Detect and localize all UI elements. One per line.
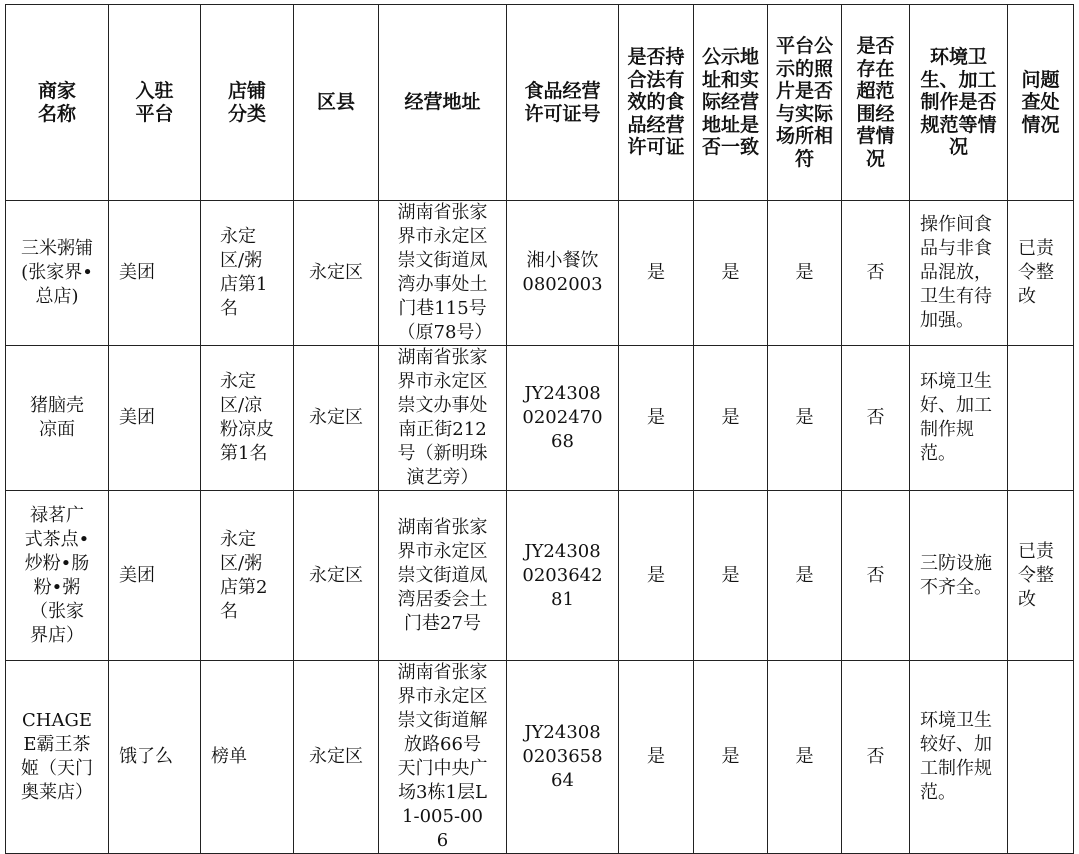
- header-handling: 问题查处情况: [1008, 5, 1074, 201]
- table-row: [6, 201, 1074, 346]
- address: 湖南省张家界市永定区崇文街道凤湾居委会土门巷27号: [379, 491, 507, 661]
- header-over-scope: 是否存在超范围经营情况: [842, 5, 910, 201]
- district: 永定区: [294, 201, 379, 346]
- license-no: JY24308020247068: [507, 346, 619, 491]
- header-hygiene: 环境卫生、加工制作是否规范等情况: [910, 5, 1008, 201]
- header-address: 经营地址: [379, 5, 507, 201]
- address-match: 是: [694, 201, 768, 346]
- category: 永定区/粥店第2名: [201, 491, 294, 661]
- over-scope: 否: [842, 661, 910, 854]
- over-scope: 否: [842, 491, 910, 661]
- merchant-name: 禄茗广式茶点•炒粉•肠粉•粥（张家界店）: [6, 491, 109, 661]
- hygiene: 三防设施不齐全。: [910, 491, 1008, 661]
- district: 永定区: [294, 346, 379, 491]
- district: 永定区: [294, 491, 379, 661]
- header-row: [6, 5, 1074, 201]
- merchant-name: CHAGEE霸王茶姬（天门奥莱店）: [6, 661, 109, 854]
- district: 永定区: [294, 661, 379, 854]
- photo-match: 是: [768, 491, 842, 661]
- platform: 美团: [109, 346, 201, 491]
- category: 永定区/凉粉凉皮第1名: [201, 346, 294, 491]
- platform: 美团: [109, 201, 201, 346]
- header-district: 区县: [294, 5, 379, 201]
- table-row: [6, 661, 1074, 854]
- address: 湖南省张家界市永定区崇文街道解放路66号天门中央广场3栋1层L1-005-006: [379, 661, 507, 854]
- address-match: 是: [694, 346, 768, 491]
- handling: [1008, 661, 1074, 854]
- photo-match: 是: [768, 661, 842, 854]
- platform: 美团: [109, 491, 201, 661]
- valid-license: 是: [619, 491, 694, 661]
- header-valid-license: 是否持合法有效的食品经营许可证: [619, 5, 694, 201]
- handling: 已责令整改: [1008, 491, 1074, 661]
- over-scope: 否: [842, 346, 910, 491]
- merchant-name: 猪脑壳凉面: [6, 346, 109, 491]
- address: 湖南省张家界市永定区崇文办事处南正街212号（新明珠演艺旁）: [379, 346, 507, 491]
- over-scope: 否: [842, 201, 910, 346]
- address: 湖南省张家界市永定区崇文街道凤湾办事处土门巷115号（原78号）: [379, 201, 507, 346]
- category: 榜单: [201, 661, 294, 854]
- handling: [1008, 346, 1074, 491]
- valid-license: 是: [619, 201, 694, 346]
- header-address-match: 公示地址和实际经营地址是否一致: [694, 5, 768, 201]
- merchant-name: 三米粥铺(张家界•总店): [6, 201, 109, 346]
- inspection-table: [5, 4, 1074, 854]
- header-platform: 入驻平台: [109, 5, 201, 201]
- address-match: 是: [694, 491, 768, 661]
- header-license-no: 食品经营许可证号: [507, 5, 619, 201]
- header-photo-match: 平台公示的照片是否与实际场所相符: [768, 5, 842, 201]
- header-merchant-name: 商家名称: [6, 5, 109, 201]
- table-row: [6, 491, 1074, 661]
- valid-license: 是: [619, 661, 694, 854]
- category: 永定区/粥店第1名: [201, 201, 294, 346]
- header-category: 店铺分类: [201, 5, 294, 201]
- platform: 饿了么: [109, 661, 201, 854]
- hygiene: 环境卫生较好、加工制作规范。: [910, 661, 1008, 854]
- address-match: 是: [694, 661, 768, 854]
- valid-license: 是: [619, 346, 694, 491]
- license-no: JY24308020364281: [507, 491, 619, 661]
- table-row: [6, 346, 1074, 491]
- license-no: 湘小餐饮0802003: [507, 201, 619, 346]
- hygiene: 操作间食品与非食品混放，卫生有待加强。: [910, 201, 1008, 346]
- license-no: JY24308020365864: [507, 661, 619, 854]
- hygiene: 环境卫生好、加工制作规范。: [910, 346, 1008, 491]
- photo-match: 是: [768, 346, 842, 491]
- photo-match: 是: [768, 201, 842, 346]
- handling: 已责令整改: [1008, 201, 1074, 346]
